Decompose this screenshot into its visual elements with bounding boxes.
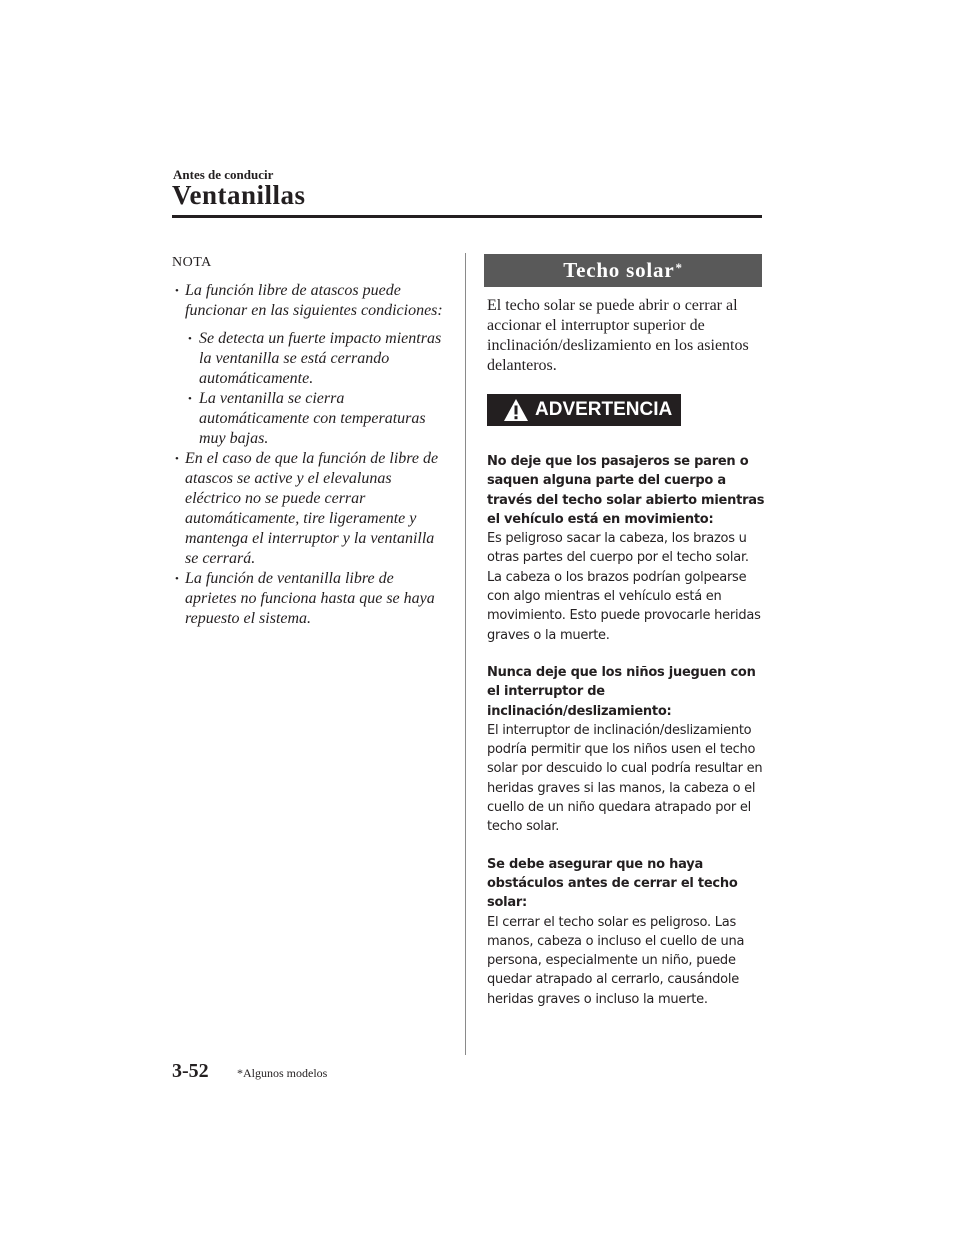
warning-block — [487, 663, 767, 837]
warning-label: ADVERTENCIA — [535, 399, 673, 420]
header-rule — [172, 215, 762, 218]
note-item: • En el caso de que la función de libre de atascos se active y el elevalunas eléctrico no se puede cerrar automáticamente, tire ligeramente y mantenga el interruptor y la ventanilla se cerrará. — [172, 449, 447, 569]
warning-block-title: Se debe asegurar que no haya obstáculos antes de cerrar el techo solar: — [487, 856, 738, 911]
section-intro: El techo solar se puede abrir o cerrar al accionar el interruptor superior de inclinación/deslizamiento en los asientos delanteros. — [487, 297, 749, 374]
section-title: Techo solar — [563, 258, 675, 282]
section-title-marker: * — [675, 259, 683, 275]
warning-block-body: Es peligroso sacar la cabeza, los brazos u otras partes del cuerpo por el techo solar. La cabeza o los brazos podrían golpearse con algo mientras el vehículo está en movimiento. Esto puede provocarle heridas graves o la muerte. — [487, 531, 761, 643]
note-subitem: • Se detecta un fuerte impacto mientras la ventanilla se está cerrando automáticamente. — [185, 329, 447, 389]
page-title: Ventanillas — [172, 180, 306, 210]
note-heading: NOTA — [172, 255, 212, 270]
warning-badge — [487, 394, 681, 426]
note-sublist — [185, 329, 447, 449]
warning-block — [487, 855, 767, 1009]
footnote: *Algunos modelos — [237, 1066, 328, 1080]
warning-body — [487, 452, 767, 1009]
page-number: 3-52 — [172, 1060, 209, 1082]
warning-block-body: El cerrar el techo solar es peligroso. Las manos, cabeza o incluso el cuello de una persona, especialmente un niño, puede quedar atrapado al cerrarlo, causándole heridas graves o incluso la muerte. — [487, 914, 745, 1007]
section-heading — [484, 254, 762, 287]
note-box — [172, 253, 447, 629]
note-item-text: La función libre de atascos puede funcionar en las siguientes condiciones: — [185, 282, 443, 319]
warning-block — [487, 452, 767, 645]
warning-block-title: No deje que los pasajeros se paren o saquen alguna parte del cuerpo a través del techo solar abierto mientras el vehículo está en movimiento: — [487, 454, 765, 527]
right-column — [484, 254, 765, 1027]
warning-block-title: Nunca deje que los niños jueguen con el interruptor de inclinación/deslizamiento: — [487, 664, 756, 719]
note-item: • La función de ventanilla libre de aprietes no funciona hasta que se haya repuesto el sistema. — [172, 569, 447, 629]
warning-block-body: El interruptor de inclinación/deslizamiento podría permitir que los niños usen el techo solar por descuido lo cual podría resultar en heridas graves si las manos, la cabeza o el cuello de un niño quedara atrapado por el techo solar. — [487, 722, 763, 835]
column-divider — [465, 253, 466, 1055]
note-item — [172, 281, 447, 449]
warning-triangle-icon — [503, 398, 529, 422]
note-subitem: • La ventanilla se cierra automáticamente con temperaturas muy bajas. — [185, 389, 447, 449]
note-list — [172, 281, 447, 629]
section-label: Antes de conducir — [173, 167, 274, 182]
